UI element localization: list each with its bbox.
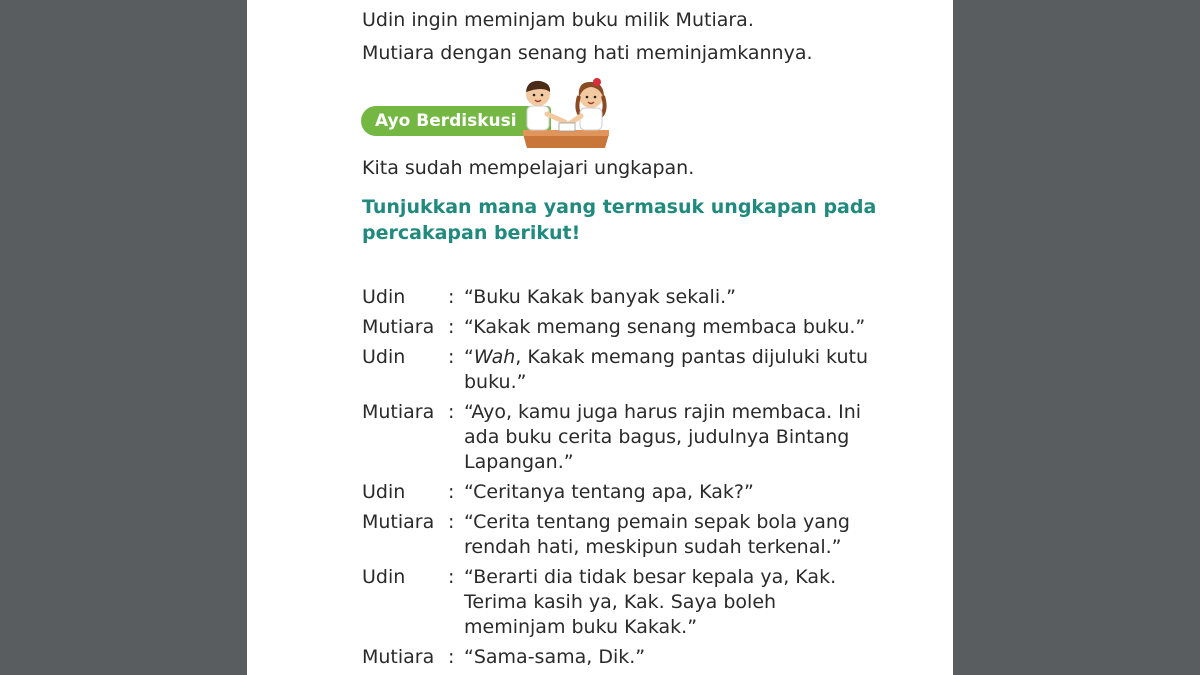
dialogue-line: “Sama-sama, Dik.” <box>464 646 646 668</box>
dialogue-line: “Ceritanya tentang apa, Kak?” <box>464 481 754 503</box>
dialogue-line: “Wah, Kakak memang pantas dijuluki kutu buku.” <box>464 346 869 393</box>
dialogue-row <box>362 315 882 340</box>
discussion-header <box>361 76 611 154</box>
dialogue-line: “Buku Kakak banyak sekali.” <box>464 286 736 308</box>
speaker-name: Udin <box>362 346 406 368</box>
dialogue-line: “Berarti dia tidak besar kepala ya, Kak. Terima kasih ya, Kak. Saya boleh meminjam buku Kakak.” <box>464 566 837 638</box>
dialogue-row <box>362 565 882 640</box>
dialogue-row <box>362 480 882 505</box>
dialogue <box>362 285 882 675</box>
children-discussing-illustration <box>513 76 613 154</box>
speaker-name: Mutiara <box>362 646 435 668</box>
colon: : <box>448 346 455 368</box>
dialogue-row <box>362 400 882 475</box>
interjection: Wah <box>473 346 516 368</box>
instruction-text: Tunjukkan mana yang termasuk ungkapan pada percakapan berikut! <box>362 196 877 244</box>
colon: : <box>448 511 455 533</box>
colon: : <box>448 646 455 668</box>
dialogue-line: “Cerita tentang pemain sepak bola yang rendah hati, meskipun sudah terkenal.” <box>464 511 850 558</box>
colon: : <box>448 481 455 503</box>
dialogue-row <box>362 345 882 395</box>
speaker-name: Mutiara <box>362 401 435 423</box>
textbook-page <box>247 0 953 675</box>
colon: : <box>448 316 455 338</box>
speaker-name: Mutiara <box>362 511 435 533</box>
dialogue-row <box>362 510 882 560</box>
dialogue-line: “Ayo, kamu juga harus rajin membaca. Ini ada buku cerita bagus, judulnya Bintang Lapangan.” <box>464 401 862 473</box>
intro-line-2: Mutiara dengan senang hati meminjamkannya. <box>362 42 813 64</box>
colon: : <box>448 401 455 423</box>
statement-text: Kita sudah mempelajari ungkapan. <box>362 157 695 179</box>
colon: : <box>448 566 455 588</box>
discussion-badge: Ayo Berdiskusi <box>361 106 551 136</box>
dialogue-line-rest: , Kakak memang pantas dijuluki kutu buku.” <box>464 346 869 393</box>
dialogue-row <box>362 285 882 310</box>
speaker-name: Udin <box>362 566 406 588</box>
dialogue-line: “Kakak memang senang membaca buku.” <box>464 316 866 338</box>
speaker-name: Udin <box>362 286 406 308</box>
speaker-name: Udin <box>362 481 406 503</box>
colon: : <box>448 286 455 308</box>
dialogue-row <box>362 645 882 670</box>
speaker-name: Mutiara <box>362 316 435 338</box>
intro-line-1: Udin ingin meminjam buku milik Mutiara. <box>362 9 754 31</box>
